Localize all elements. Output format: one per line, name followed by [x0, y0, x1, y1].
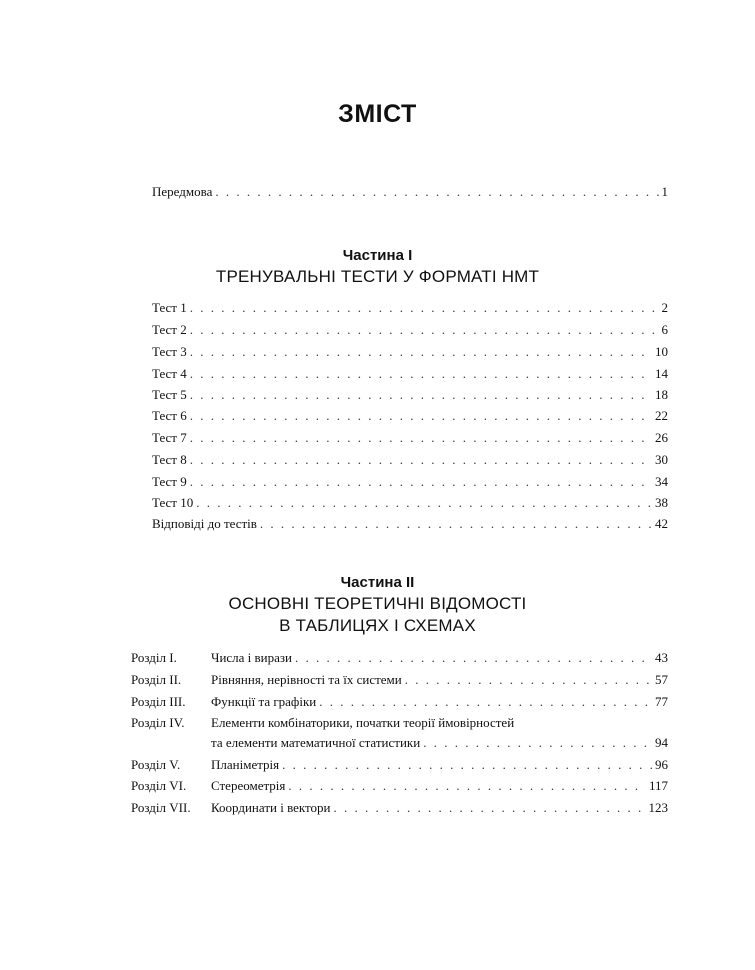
dot-leader	[190, 344, 652, 360]
dot-leader	[319, 694, 652, 710]
toc-entry-label: Тест 1	[152, 300, 187, 315]
section-number: Розділ V.	[131, 757, 181, 772]
dot-leader	[423, 735, 652, 751]
toc-entry-section-1[interactable]	[211, 650, 668, 666]
toc-entry-test-5[interactable]	[152, 387, 668, 403]
dot-leader	[190, 452, 652, 468]
toc-entry-test-6[interactable]	[152, 408, 668, 424]
toc-entry-test-3[interactable]	[152, 344, 668, 360]
toc-entry-label: Числа і вирази	[211, 650, 293, 665]
part1-header	[0, 246, 755, 288]
toc-entry-answers[interactable]	[152, 516, 668, 532]
toc-entry-test-9[interactable]	[152, 474, 668, 490]
toc-entry-page: 34	[655, 474, 668, 489]
section-number: Розділ VI.	[131, 778, 187, 793]
toc-entry-label: Тест 5	[152, 387, 187, 402]
toc-entry-test-1[interactable]	[152, 300, 668, 316]
dot-leader	[190, 474, 652, 490]
part2-title-line2: В ТАБЛИЦЯХ І СХЕМАХ	[279, 616, 476, 635]
dot-leader	[190, 387, 652, 403]
toc-entry-page: 14	[655, 366, 668, 381]
toc-entry-page: 42	[655, 516, 668, 531]
toc-entry-test-8[interactable]	[152, 452, 668, 468]
toc-entry-page: 57	[655, 672, 668, 687]
part2-header	[0, 573, 755, 637]
toc-entry-label: Планіметрія	[211, 757, 280, 772]
toc-entry-label: Тест 3	[152, 344, 187, 359]
toc-entry-section-2[interactable]	[211, 672, 668, 688]
dot-leader	[190, 300, 659, 316]
dot-leader	[196, 495, 652, 511]
part2-title-line1: ОСНОВНІ ТЕОРЕТИЧНІ ВІДОМОСТІ	[228, 594, 527, 613]
toc-entry-preface[interactable]	[152, 184, 668, 200]
toc-entry-section-4[interactable]	[211, 735, 668, 751]
toc-entry-test-10[interactable]	[152, 495, 668, 511]
section-number: Розділ IV.	[131, 715, 185, 730]
toc-entry-page: 94	[655, 735, 668, 750]
toc-entry-label: Тест 8	[152, 452, 187, 467]
part1-title: ТРЕНУВАЛЬНІ ТЕСТИ У ФОРМАТІ НМТ	[215, 267, 540, 286]
toc-entry-label: Тест 7	[152, 430, 187, 445]
toc-entry-label: Рівняння, нерівності та їх системи	[211, 672, 402, 687]
toc-entry-test-2[interactable]	[152, 322, 668, 338]
toc-entry-test-4[interactable]	[152, 366, 668, 382]
toc-entry-section-5[interactable]	[211, 757, 668, 773]
toc-entry-page: 96	[655, 757, 668, 772]
toc-entry-page: 77	[655, 694, 668, 709]
section-number: Розділ ІІІ.	[131, 694, 186, 709]
toc-entry-label: Функції та графіки	[211, 694, 317, 709]
toc-entry-page: 6	[661, 322, 668, 337]
section-number: Розділ І.	[131, 650, 177, 665]
part1-heading: Частина І	[342, 247, 413, 264]
toc-entry-label: Тест 10	[152, 495, 194, 510]
toc-entry-label: Координати і вектори	[211, 800, 331, 815]
dot-leader	[190, 322, 659, 338]
dot-leader	[295, 650, 652, 666]
section-number: Розділ ІІ.	[131, 672, 182, 687]
toc-entry-test-7[interactable]	[152, 430, 668, 446]
toc-entry-page: 38	[655, 495, 668, 510]
page-title: ЗМІСТ	[338, 100, 417, 128]
toc-entry-page: 1	[661, 184, 668, 199]
toc-entry-page: 10	[655, 344, 668, 359]
toc-entry-section-6[interactable]	[211, 778, 668, 794]
toc-entry-page: 18	[655, 387, 668, 402]
toc-entry-label-line1: Елементи комбінаторики, початки теорії ймовірностей	[211, 715, 515, 730]
dot-leader	[215, 184, 658, 200]
toc-entry-label: Тест 9	[152, 474, 187, 489]
dot-leader	[260, 516, 652, 532]
toc-entry-page: 30	[655, 452, 668, 467]
toc-entry-label: Тест 4	[152, 366, 187, 381]
toc-entry-page: 123	[648, 800, 668, 815]
toc-entry-label: Тест 2	[152, 322, 187, 337]
toc-entry-label: Відповіді до тестів	[152, 516, 257, 531]
toc-entry-page: 43	[655, 650, 668, 665]
dot-leader	[190, 430, 652, 446]
dot-leader	[190, 408, 652, 424]
toc-entry-label: Стереометрія	[211, 778, 286, 793]
dot-leader	[282, 757, 652, 773]
dot-leader	[190, 366, 652, 382]
toc-entry-section-7[interactable]	[211, 800, 668, 816]
dot-leader	[288, 778, 646, 794]
toc-entry-page: 117	[648, 778, 668, 793]
section-number: Розділ VII.	[131, 800, 191, 815]
toc-entry-page: 2	[661, 300, 668, 315]
toc-entry-section-3[interactable]	[211, 694, 668, 710]
toc-entry-label: та елементи математичної статистики	[211, 735, 421, 750]
dot-leader	[334, 800, 646, 816]
toc-entry-label: Тест 6	[152, 408, 187, 423]
toc-entry-page: 22	[655, 408, 668, 423]
toc-entry-page: 26	[655, 430, 668, 445]
toc-entry-label: Передмова	[152, 184, 213, 199]
dot-leader	[405, 672, 652, 688]
part2-heading: Частина ІІ	[340, 574, 415, 591]
